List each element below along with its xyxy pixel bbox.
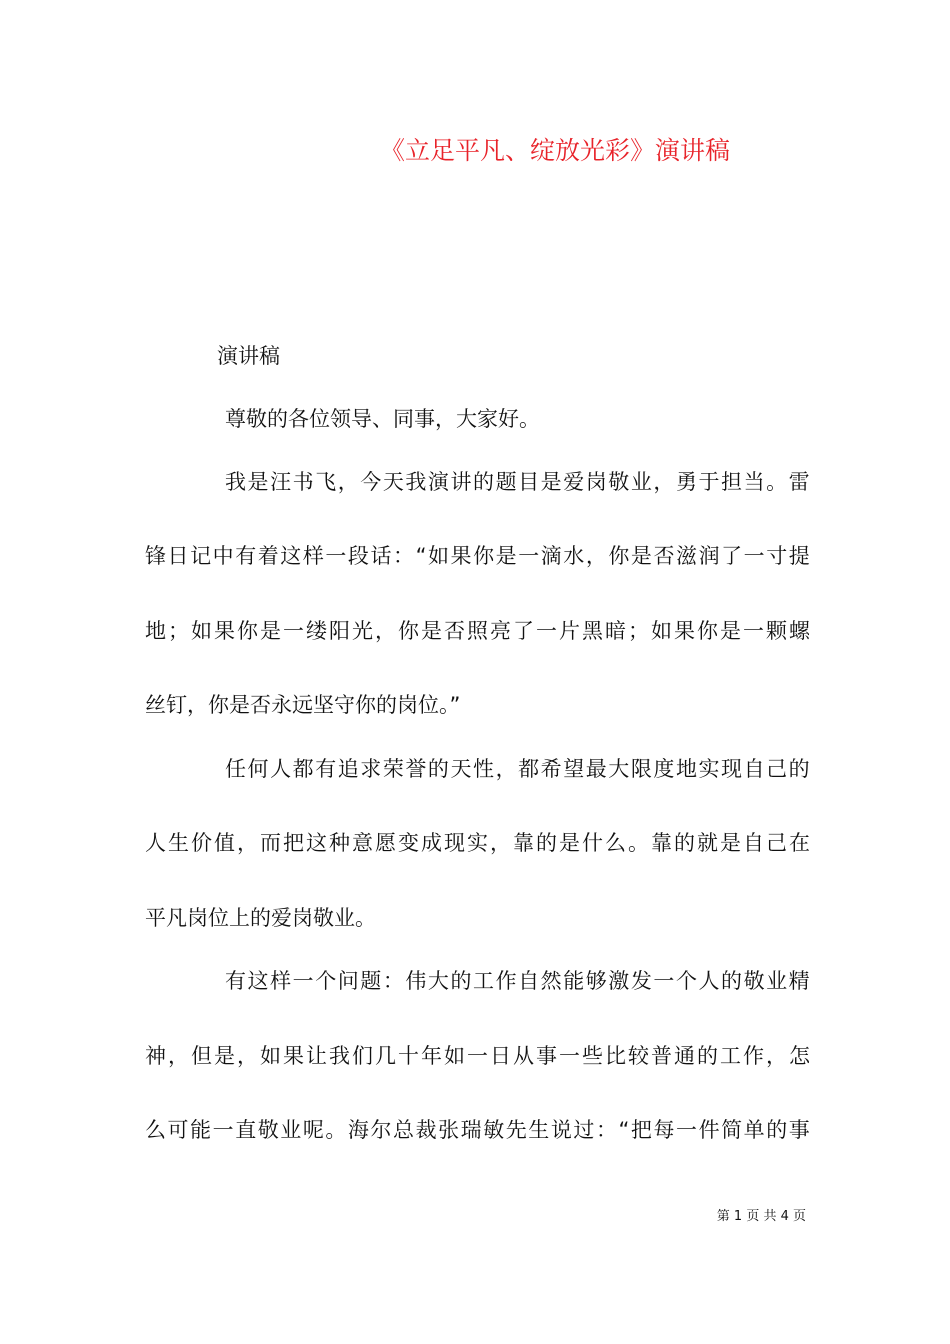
paragraph-line: 神 ， 但 是 ， 如 果 让 我 们 几 十 年 如 一 日 从 事 一 些 比 较 普 通 的 工 作 ， 怎 [145, 1044, 810, 1068]
paragraph-line: 我 是 汪 书 飞 ， 今 天 我 演 讲 的 题 目 是 爱 岗 敬 业 ， 勇 于 担 当 。 雷 [225, 470, 810, 494]
subheading: 演讲稿 [217, 344, 280, 368]
paragraph-line: 锋 日 记 中 有 着 这 样 一 段 话 ： “ 如 果 你 是 一 滴 水 ， 你 是 否 滋 润 了 一 寸 提 [145, 544, 810, 568]
paragraph-line: 丝钉，你是否永远坚守你的岗位。” [145, 693, 461, 717]
paragraph-line: 地 ； 如 果 你 是 一 缕 阳 光 ， 你 是 否 照 亮 了 一 片 黑 暗 ； 如 果 你 是 一 颗 螺 [145, 619, 810, 643]
paragraph-line: 人 生 价 值 ， 而 把 这 种 意 愿 变 成 现 实 ， 靠 的 是 什 么 。 靠 的 就 是 自 己 在 [145, 831, 810, 855]
paragraph-line: 平凡岗位上的爱岗敬业。 [145, 906, 376, 930]
paragraph-line: 么 可 能 一 直 敬 业 呢 。 海 尔 总 裁 张 瑞 敏 先 生 说 过 ： “ 把 每 一 件 简 单 的 事 [145, 1118, 810, 1142]
page-number-footer: 第 1 页 共 4 页 [716, 1209, 806, 1224]
paragraph-line: 有 这 样 一 个 问 题 ： 伟 大 的 工 作 自 然 能 够 激 发 一 个 人 的 敬 业 精 [225, 969, 810, 993]
document-title: 《立足平凡、绽放光彩》演讲稿 [379, 136, 730, 165]
paragraph-line-greeting: 尊敬的各位领导、同事，大家好。 [225, 407, 540, 431]
paragraph-line: 任 何 人 都 有 追 求 荣 誉 的 天 性 ， 都 希 望 最 大 限 度 地 实 现 自 己 的 [225, 757, 810, 781]
